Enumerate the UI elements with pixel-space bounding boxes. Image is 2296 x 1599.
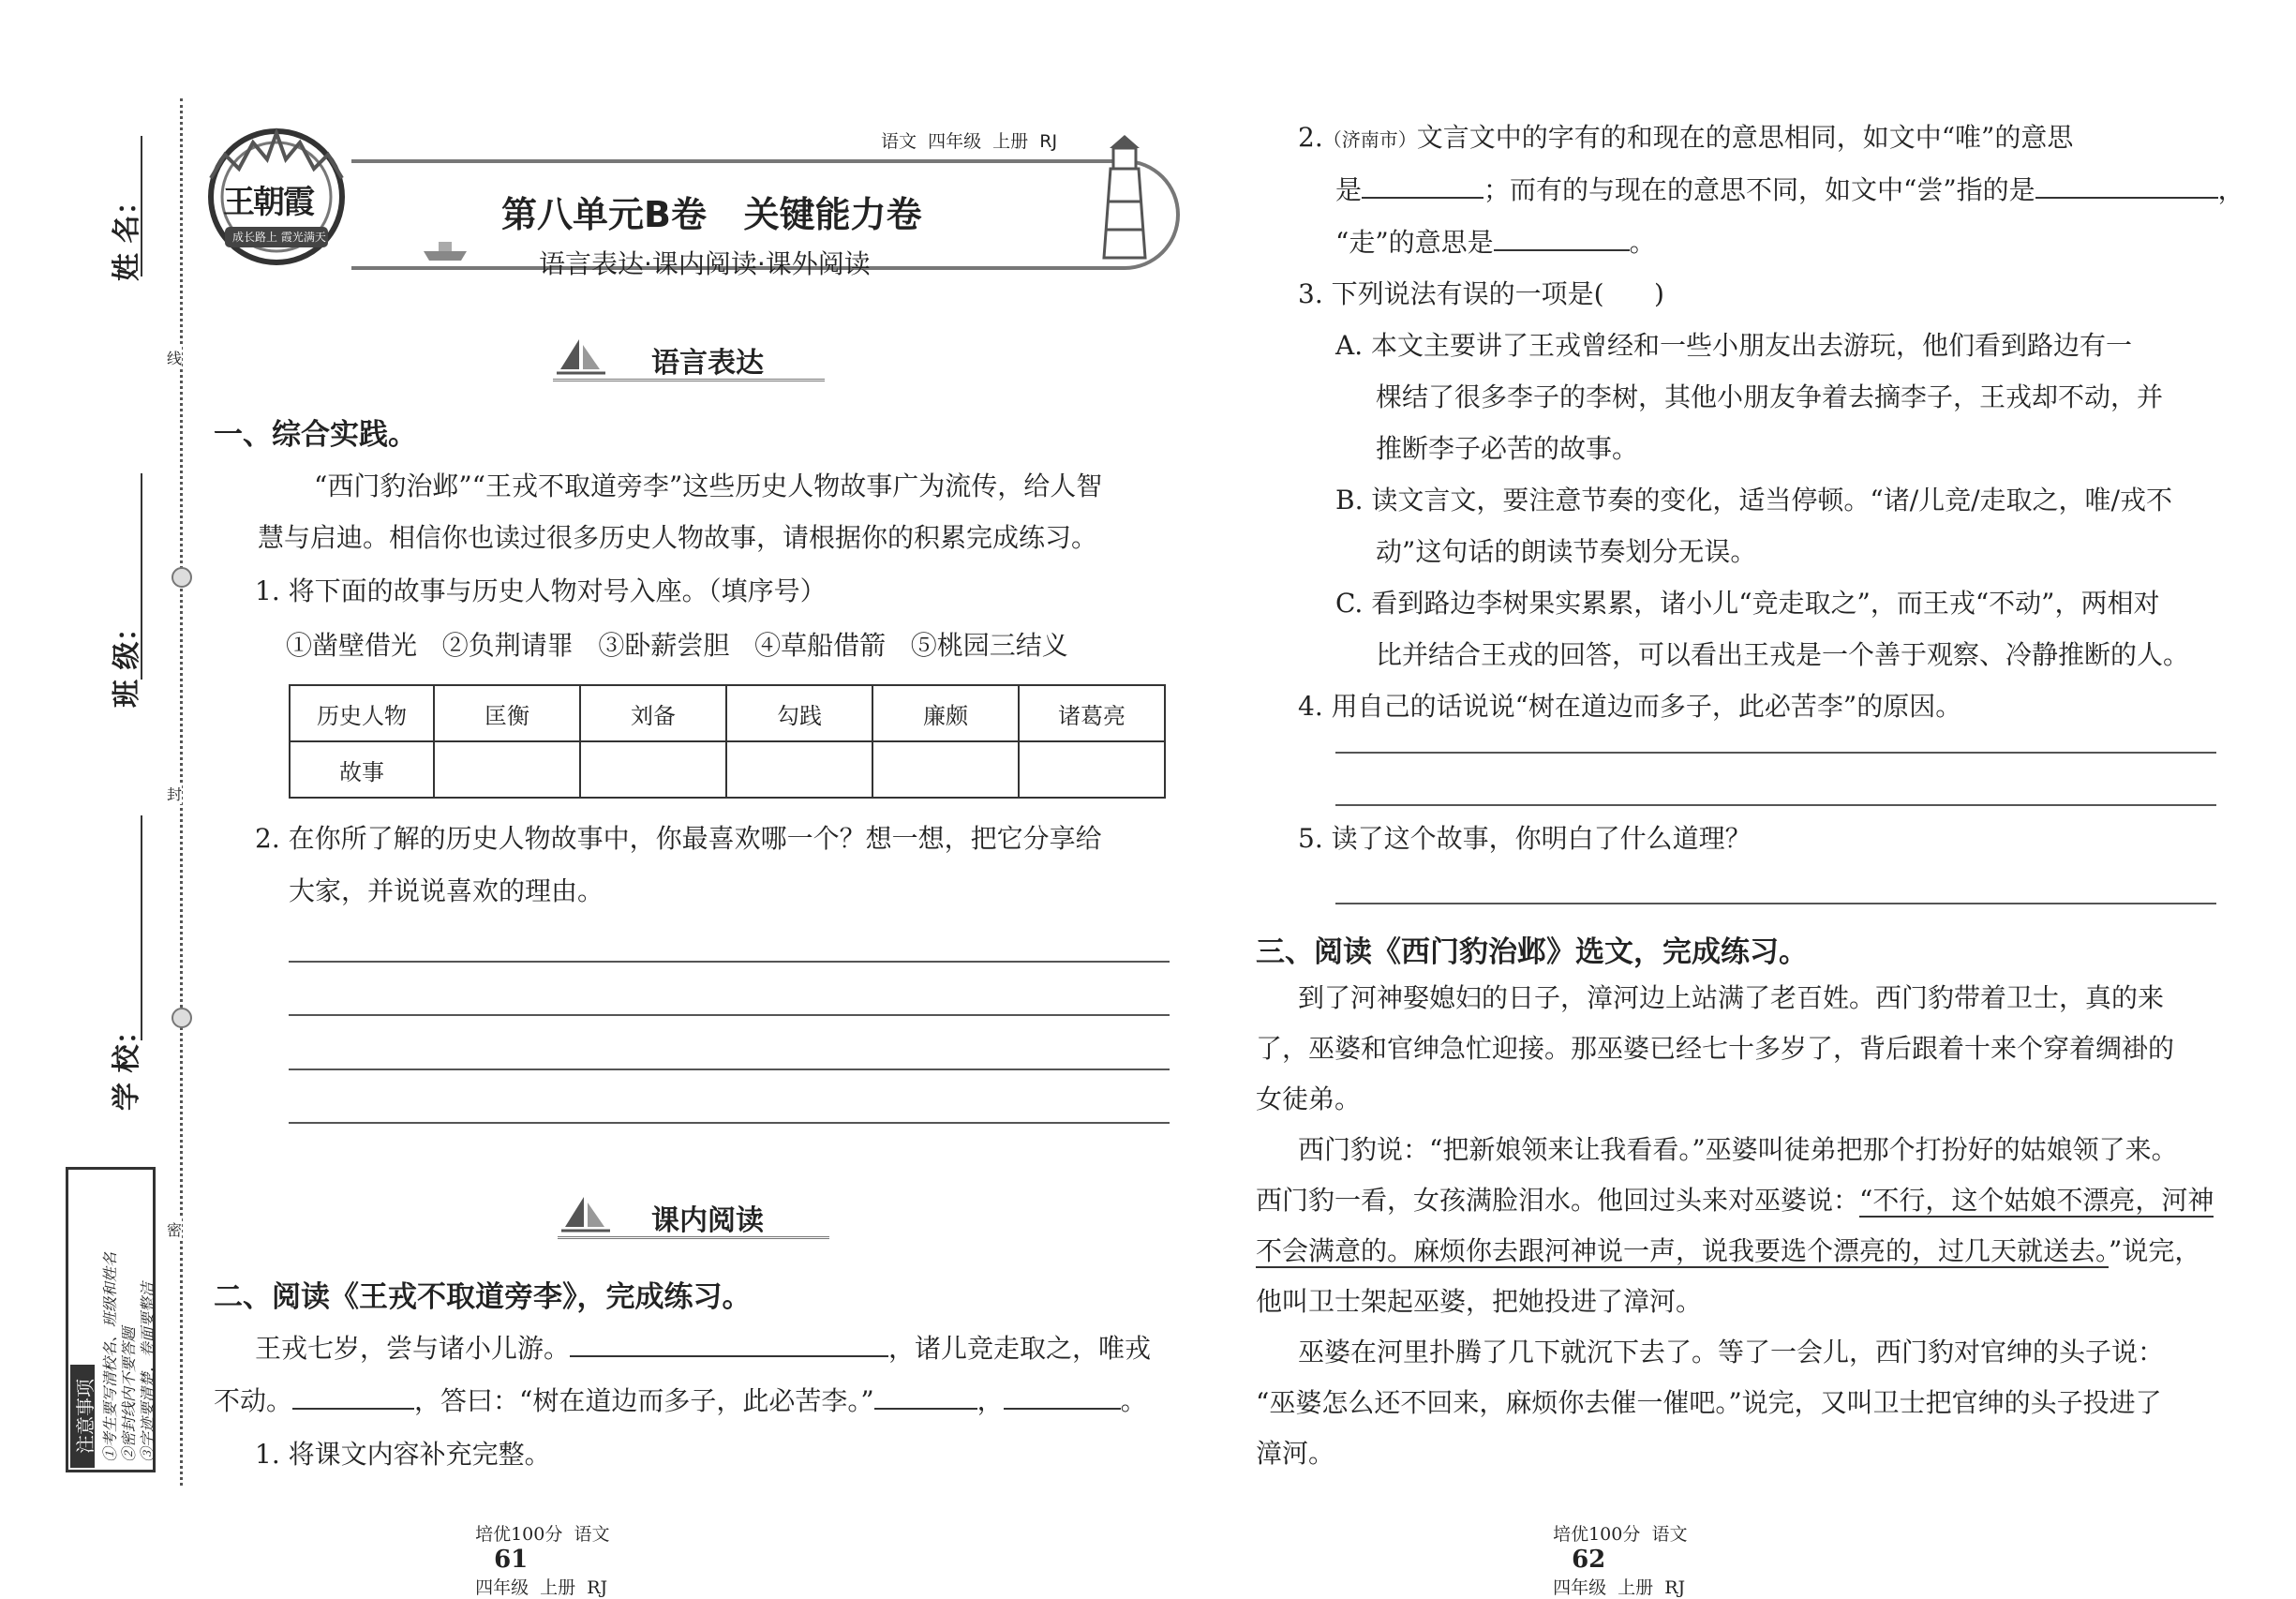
fill-blank[interactable]: [1362, 169, 1483, 199]
passage-text: 。: [1120, 1385, 1147, 1416]
passage-line: 到了河神娶媳妇的日子，漳河边上站满了老百姓。西门豹带着卫士，真的来: [1298, 982, 2165, 1013]
option-a-cont: 棵结了很多李子的李树，其他小朋友争着去摘李子，王戎却不动，并: [1376, 381, 2164, 412]
r-question-2: [1335, 163, 2244, 217]
section-banner-reading: [558, 1195, 829, 1242]
passage-text: ”说完，: [2109, 1235, 2201, 1266]
passage-text: 西门豹一看，女孩满脸泪水。他回过头来对巫婆说：: [1256, 1185, 1860, 1216]
binding-margin: [0, 0, 187, 1593]
footer-meta: 培优100分 语文: [1553, 1524, 1688, 1545]
q-number: 2.: [1298, 122, 1323, 153]
option-b-cont: 动”这句话的朗读节奏划分无误。: [1376, 536, 1757, 567]
option-a[interactable]: A. 本文主要讲了王戎曾经和一些小朋友出去游玩，他们看到路边有一: [1335, 330, 2133, 361]
table-header-cell: 历史人物: [290, 685, 434, 741]
q-text: 。: [1629, 227, 1656, 258]
footer-right: [1542, 1500, 1687, 1599]
intro-line: 慧与启迪。相信你也读过很多历史人物故事，请根据你的积累完成练习。: [258, 522, 1098, 553]
notice-item: ②密封线内不要答题: [120, 1326, 138, 1462]
r-question-5: 5. 读了这个故事，你明白了什么道理？: [1298, 823, 1752, 854]
q-text: 文言文中的字有的和现在的意思相同，如文中“唯”的意思: [1416, 122, 2074, 153]
passage-line: 西门豹说：“把新娘领来让我看看。”巫婆叫徒弟把那个打扮好的姑娘领了来。: [1298, 1134, 2178, 1165]
sailboat-icon: [558, 1195, 614, 1238]
question-2: 2. 在你所了解的历史人物故事中，你最喜欢哪一个？想一想，把它分享给: [255, 823, 1102, 854]
sailboat-icon: [553, 337, 609, 381]
answer-line[interactable]: [289, 961, 1170, 963]
table-cell: 刘备: [580, 685, 726, 741]
option-b[interactable]: B. 读文言文，要注意节奏的变化，适当停顿。“诸/儿竞/走取之，唯/戎不: [1335, 485, 2172, 516]
section-banner-label: 语言表达: [651, 347, 764, 380]
passage-line: [255, 1322, 1151, 1376]
footer-meta: 四年级 上册 RJ: [1553, 1577, 1686, 1598]
section3-heading: 三、阅读《西门豹治邺》选文，完成练习。: [1256, 935, 1808, 969]
r-question-2: [1298, 111, 2073, 167]
brand-logo: [206, 122, 347, 272]
table-header-cell: 故事: [290, 741, 434, 798]
cut-mark-seal: 封: [167, 783, 182, 804]
answer-line[interactable]: [1335, 804, 2216, 806]
school-field[interactable]: [141, 815, 142, 1040]
passage-line: 女徒弟。: [1256, 1083, 1362, 1114]
brand-name: 王朝霞: [223, 184, 313, 221]
fill-blank[interactable]: [1494, 221, 1630, 251]
answer-line[interactable]: [289, 1122, 1170, 1124]
subject-meta: 语文 四年级 上册 RJ: [881, 131, 1058, 152]
answer-cell[interactable]: [580, 741, 726, 798]
footer-meta: 四年级 上册 RJ: [475, 1577, 608, 1598]
passage-line: “巫婆怎么还不回来，麻烦你去催一催吧。”说完，又叫卫士把官绅的头子投进了: [1256, 1387, 2162, 1418]
fill-blank[interactable]: [292, 1380, 414, 1410]
fill-blank[interactable]: [1004, 1380, 1121, 1410]
fill-blank[interactable]: [874, 1380, 977, 1410]
table-cell: 诸葛亮: [1019, 685, 1165, 741]
banner-underline: [558, 1236, 829, 1239]
page-subtitle: 语言表达·课内阅读·课外阅读: [539, 248, 871, 279]
answer-line[interactable]: [289, 1068, 1170, 1070]
passage-line: 了，巫婆和官绅急忙迎接。那巫婆已经七十多岁了，背后跟着十来个穿着绸褂的: [1256, 1033, 2175, 1064]
fill-blank[interactable]: [570, 1327, 888, 1357]
cut-mark-line: 线: [167, 347, 182, 368]
option-c-cont: 比并结合王戎的回答，可以看出王戎是一个善于观察、冷静推断的人。: [1376, 639, 2190, 670]
notice-box: [66, 1167, 156, 1472]
banner-underline: [553, 379, 825, 381]
answer-cell[interactable]: [872, 741, 1019, 798]
passage-text: 不动。: [214, 1385, 293, 1416]
school-label: 学 校：: [111, 1016, 143, 1111]
notice-item: ①考生要写清校名、班级和姓名: [101, 1251, 119, 1462]
notice-title: 注意事项: [70, 1365, 95, 1468]
section2-heading: 二、阅读《王戎不取道旁李》，完成练习。: [214, 1280, 752, 1314]
region-tag: （济南市）: [1322, 128, 1417, 151]
question-1-options: ①凿壁借光 ②负荆请罪 ③卧薪尝胆 ④草船借箭 ⑤桃园三结义: [286, 630, 1068, 661]
question-2: 大家，并说说喜欢的理由。: [289, 875, 604, 906]
q-text: ；而有的与现在的意思不同，如文中“尝”指的是: [1483, 174, 2035, 205]
intro-line: “西门豹治邺”“王戎不取道旁李”这些历史人物故事广为流传，给人智: [314, 471, 1103, 501]
q-text: 是: [1335, 174, 1363, 205]
table-cell: 勾践: [726, 685, 872, 741]
q-text: “走”的意思是: [1335, 227, 1494, 258]
underlined-text: 不会满意的。麻烦你去跟河神说一声，说我要选个漂亮的，过几天就送去。: [1256, 1235, 2110, 1266]
passage-text: ，诸儿竞走取之，唯戎: [888, 1333, 1152, 1364]
header-banner: [206, 122, 1209, 281]
table-cell: 匡衡: [434, 685, 580, 741]
notice-item: ③字迹要清楚，卷面要整洁: [139, 1281, 157, 1462]
section1-heading: 一、综合实践。: [214, 418, 417, 452]
name-field[interactable]: [141, 136, 142, 276]
lighthouse-icon: [1087, 131, 1162, 262]
table-row: [290, 685, 1165, 741]
answer-cell[interactable]: [434, 741, 580, 798]
page-number: 61: [494, 1546, 529, 1574]
answer-cell[interactable]: [1019, 741, 1165, 798]
binding-hole-icon: [171, 567, 192, 588]
passage-line: [1256, 1173, 2214, 1228]
question-1: 1. 将下面的故事与历史人物对号入座。（填序号）: [255, 575, 827, 606]
page-title: 第八单元B卷 关键能力卷: [501, 194, 922, 235]
answer-line[interactable]: [1335, 752, 2216, 754]
underlined-text: “不行，这个姑娘不漂亮，河神: [1859, 1185, 2214, 1216]
section-banner-label: 课内阅读: [651, 1204, 764, 1237]
section-banner-language: [553, 337, 825, 384]
brand-slogan: 成长路上 霞光满天: [232, 231, 326, 244]
r-question-3: 3. 下列说法有误的一项是( ): [1298, 278, 1664, 309]
answer-line[interactable]: [1335, 903, 2216, 904]
footer-left: [464, 1500, 609, 1599]
r-question-2: [1335, 216, 1656, 270]
passage-text: ，答曰：“树在道边而多子，此必苦李。”: [414, 1385, 874, 1416]
passage-line: [214, 1374, 1147, 1428]
name-label: 姓 名：: [111, 187, 143, 281]
binding-hole-icon: [171, 1008, 192, 1028]
class-label: 班 级：: [111, 613, 143, 708]
r-question-4: 4. 用自己的话说说“树在道边而多子，此必苦李”的原因。: [1298, 691, 1962, 722]
passage-text: 王戎七岁，尝与诸小儿游。: [255, 1333, 571, 1364]
option-c[interactable]: C. 看到路边李树果实累累，诸小儿“竞走取之”，而王戎“不动”，两相对: [1335, 588, 2160, 619]
class-field[interactable]: [141, 473, 142, 680]
footer-meta: 培优100分 语文: [475, 1524, 610, 1545]
fill-blank[interactable]: [2035, 169, 2218, 199]
passage-text: ，: [977, 1385, 1004, 1416]
table-cell: 廉颇: [872, 685, 1019, 741]
passage-line: 漳河。: [1256, 1438, 1335, 1469]
passage-line: 巫婆在河里扑腾了几下就沉下去了。等了一会儿，西门豹对官绅的头子说：: [1298, 1337, 2165, 1367]
history-table: [289, 684, 1166, 799]
q-text: ，: [2217, 174, 2244, 205]
passage-line: [1256, 1224, 2200, 1278]
ship-icon: [422, 234, 469, 262]
table-row: [290, 741, 1165, 798]
answer-line[interactable]: [289, 1014, 1170, 1016]
question-fill: 1. 将课文内容补充完整。: [255, 1439, 551, 1470]
passage-line: 他叫卫士架起巫婆，把她投进了漳河。: [1256, 1286, 1703, 1317]
option-a-cont: 推断李子必苦的故事。: [1376, 433, 1639, 464]
answer-cell[interactable]: [726, 741, 872, 798]
page-number: 62: [1572, 1546, 1606, 1574]
cut-mark-secret: 密: [167, 1218, 182, 1240]
